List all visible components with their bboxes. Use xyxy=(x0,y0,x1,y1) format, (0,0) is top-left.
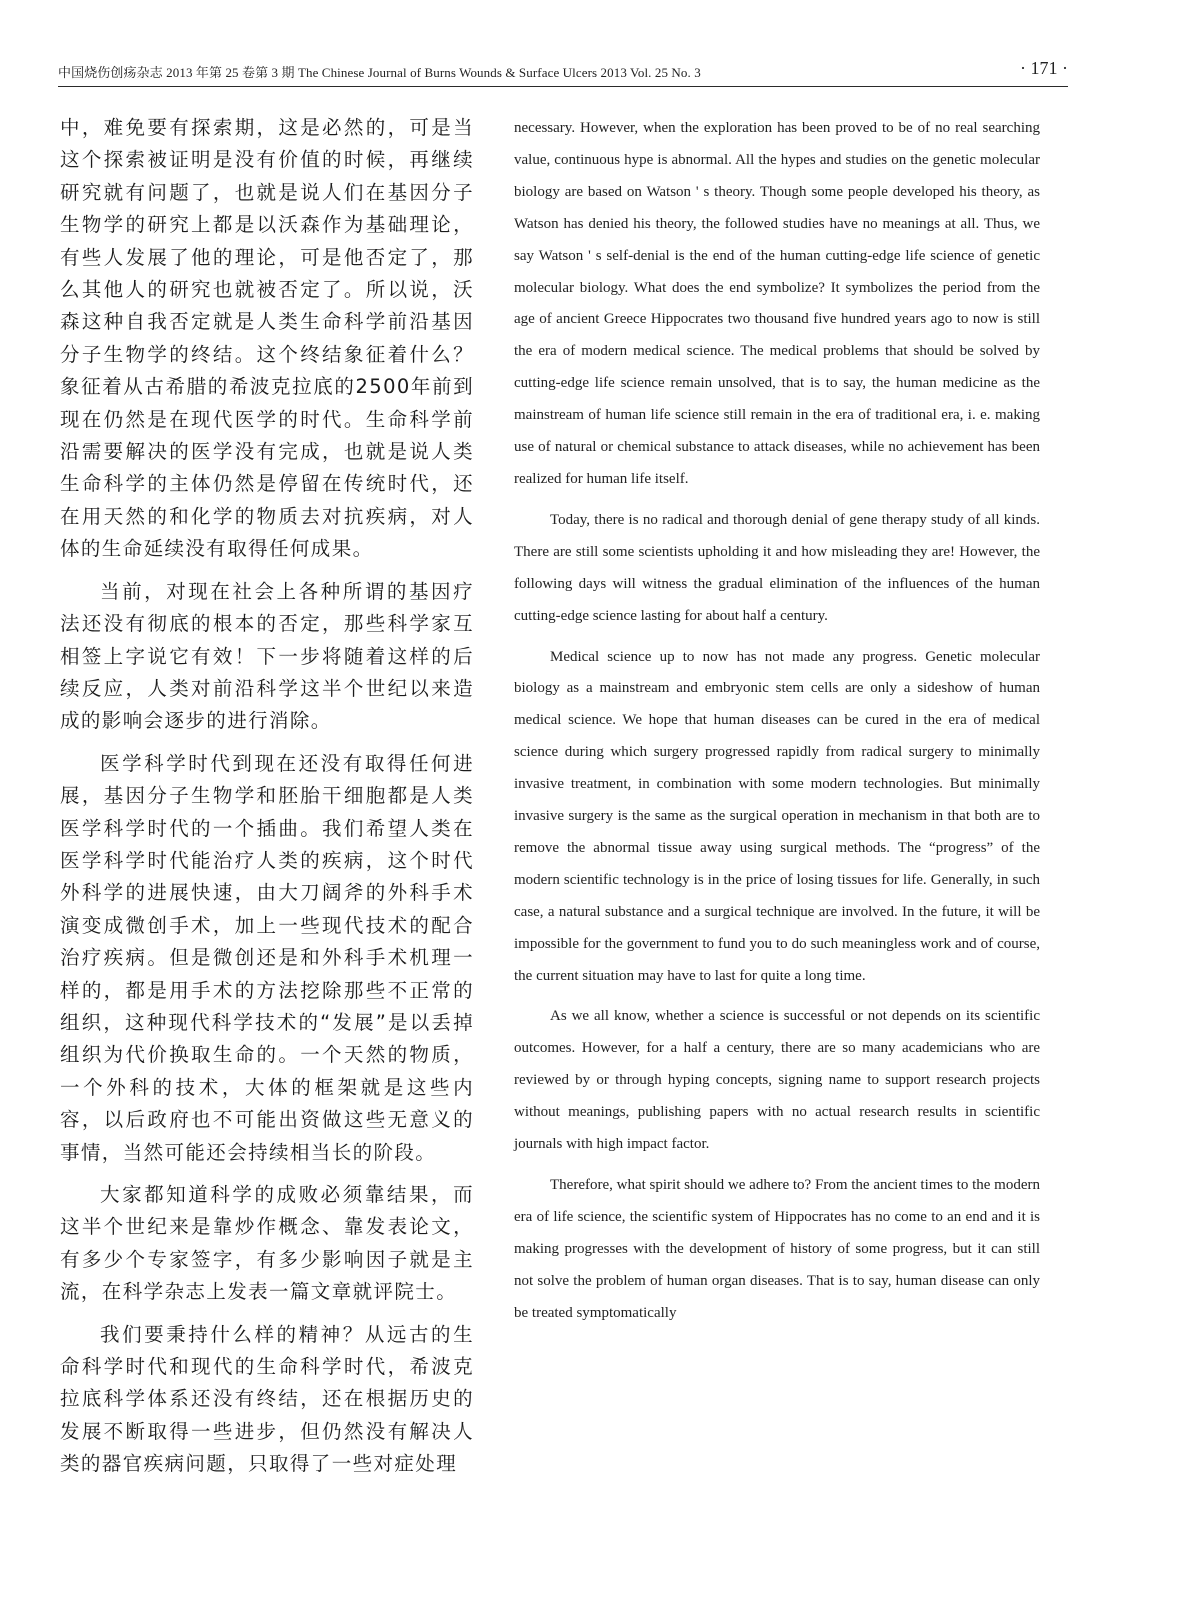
page-number: · 171 · xyxy=(1020,58,1068,78)
en-paragraph-3: Medical science up to now has not made any progress. Genetic molecular biology as a mainstream and embryonic stem cells are only a sideshow of human medical science. We hope that human diseases can be cured in the era of medical science during which surgery progressed rapidly from radical surgery to minimally invasive treatment, in combination with some modern technologies. But minimally invasive surgery is the same as the surgical operation in mechanism in that both are to remove the abnormal tissue away using surgical methods. The “progress” of the modern scientific technology is in the price of losing tissues for life. Generally, in such case, a natural substance and a surgical technique are involved. In the future, it will be impossible for the government to fund you to do such meaningless work and of course, the current situation may have to last for quite a long time. xyxy=(514,648,1040,984)
chinese-text-column xyxy=(60,112,474,1481)
english-text-column xyxy=(514,113,1040,1330)
en-paragraph-4: As we all know, whether a science is successful or not depends on its scientific outcomes. However, for a half a century, there are so many academicians who are reviewed by or through hyping concepts, signing name to support research projects without meanings, publishing papers with no actual research results in scientific journals with high impact factor. xyxy=(514,1008,1040,1153)
cn-paragraph-5: 我们要秉持什么样的精神？从远古的生命科学时代和现代的生命科学时代，希波克拉底科学体系还没有终结，还在根据历史的发展不断取得一些进步，但仍然没有解决人类的器官疾病问题，只取得了一些对症处理 xyxy=(60,1322,474,1476)
journal-running-title: 中国烧伤创疡杂志 2013 年第 25 卷第 3 期 The Chinese Journal of Burns Wounds & Surface Ulcers 2013 Vol. 25 No. 3 xyxy=(58,65,701,80)
cn-paragraph-4: 大家都知道科学的成败必须靠结果，而这半个世纪来是靠炒作概念、靠发表论文，有多少个专家签字，有多少影响因子就是主流，在科学杂志上发表一篇文章就评院士。 xyxy=(60,1183,474,1304)
cn-paragraph-3: 医学科学时代到现在还没有取得任何进展，基因分子生物学和胚胎干细胞都是人类医学科学时代的一个插曲。我们希望人类在医学科学时代能治疗人类的疾病，这个时代外科学的进展快速，由大刀阔斧的外科手术演变成微创手术，加上一些现代技术的配合治疗疾病。但是微创还是和外科手术机理一样的，都是用手术的方法挖除那些不正常的组织，这种现代科学技术的“发展”是以丢掉组织为代价换取生命的。一个天然的物质，一个外科的技术，大体的框架就是这些内容，以后政府也不可能出资做这些无意义的事情，当然可能还会持续相当长的阶段。 xyxy=(60,751,474,1164)
cn-paragraph-1: 中，难免要有探索期，这是必然的，可是当这个探索被证明是没有价值的时候，再继续研究就有问题了，也就是说人们在基因分子生物学的研究上都是以沃森作为基础理论，有些人发展了他的理论，可是他否定了，那么其他人的研究也就被否定了。所以说，沃森这种自我否定就是人类生命科学前沿基因分子生物学的终结。这个终结象征着什么？象征着从古希腊的希波克拉底的2500年前到现在仍然是在现代医学的时代。生命科学前沿需要解决的医学没有完成，也就是说人类生命科学的主体仍然是停留在传统时代，还在用天然的和化学的物质去对抗疾病，对人体的生命延续没有取得任何成果。 xyxy=(60,116,474,561)
en-paragraph-5: Therefore, what spirit should we adhere to? From the ancient times to the modern era of life science, the scientific system of Hippocrates has no come to an end and it is making progresses with the development of history of some progress, but it can still not solve the problem of human organ diseases. That is to say, human disease can only be treated symptomatically xyxy=(514,1177,1040,1321)
en-paragraph-1: necessary. However, when the exploration has been proved to be of no real searching value, continuous hype is abnormal. All the hypes and studies on the genetic molecular biology are based on Watson ' s theory. Though some people developed his theory, as Watson has denied his theory, the followed studies have no meanings at all. Thus, we say Watson ' s self-denial is the end of the human cutting-edge life science of genetic molecular biology. What does the end symbolize? It symbolizes the period from the age of ancient Greece Hippocrates two thousand five hundred years ago to now is still the era of modern medical science. The medical problems that should be solved by cutting-edge life science remain unsolved, that is to say, the human medicine as the mainstream of human life science still remain in the era of traditional era, i. e. making use of natural or chemical substance to attack diseases, while no achievement has been realized for human life itself. xyxy=(514,120,1040,487)
running-header xyxy=(58,60,1068,87)
cn-paragraph-2: 当前，对现在社会上各种所谓的基因疗法还没有彻底的根本的否定，那些科学家互相签上字说它有效！下一步将随着这样的后续反应，人类对前沿科学这半个世纪以来造成的影响会逐步的进行消除。 xyxy=(60,579,474,733)
en-paragraph-2: Today, there is no radical and thorough denial of gene therapy study of all kinds. There are still some scientists upholding it and how misleading they are! However, the following days will witness the gradual elimination of the influences of the human cutting-edge science lasting for about half a century. xyxy=(514,511,1040,624)
